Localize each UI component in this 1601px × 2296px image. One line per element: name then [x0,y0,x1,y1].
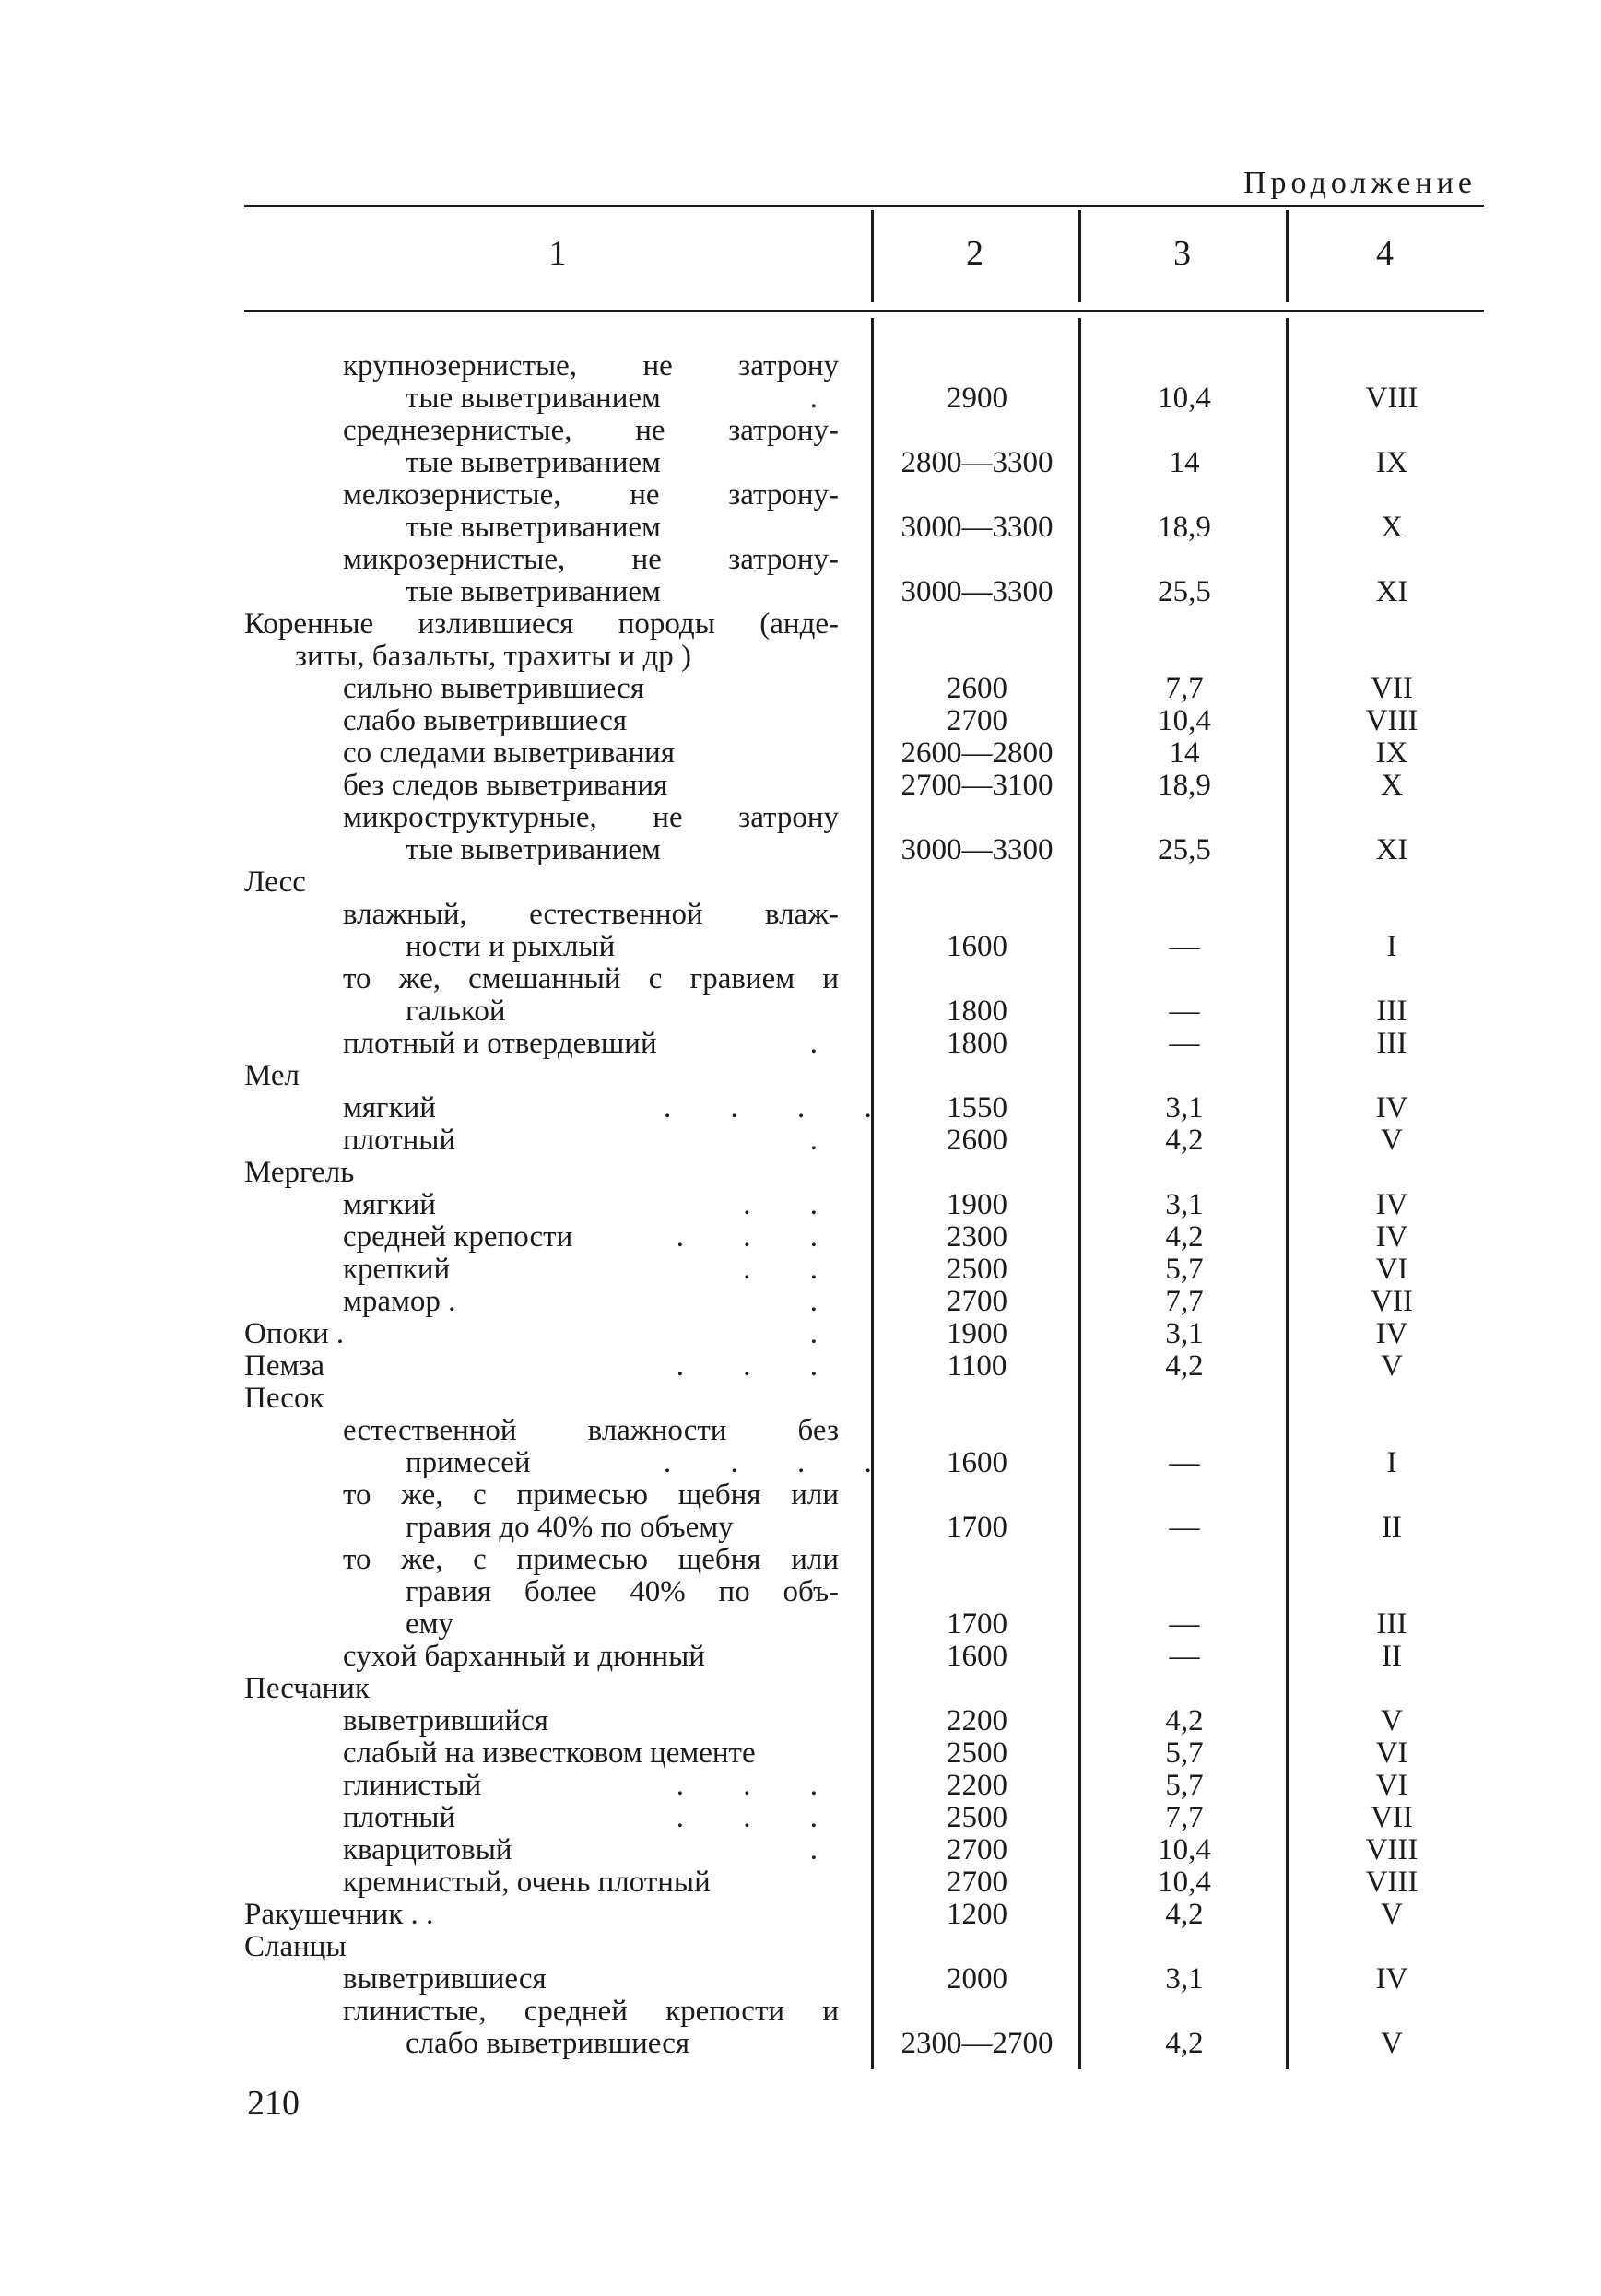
rock-name: со следами выветривания [343,736,676,770]
table-row [0,995,1601,1028]
rock-name: тые выветриванием [406,446,661,479]
table-row [0,1576,1601,1608]
category-cell: VIII [1365,1866,1419,1899]
category-cell: VII [1371,672,1413,705]
density-cell: 1900 [947,1317,1007,1350]
coefficient-cell: 4,2 [1165,2027,1204,2060]
leader-dots: . . [743,1253,843,1286]
category-cell: IX [1375,736,1408,770]
rock-name: слабо выветрившиеся [406,2027,690,2060]
category-cell: IV [1375,1962,1408,1996]
coefficient-cell: 14 [1169,736,1200,770]
density-cell: 1600 [947,930,1007,963]
coefficient-cell: 3,1 [1165,1091,1204,1124]
table-row [0,608,1601,641]
rock-name: мелкозернистые, не затрону- [343,478,839,512]
table-row [0,1383,1601,1415]
table-row [0,479,1601,512]
table-row [0,1479,1601,1512]
column-header: 1 [548,234,567,273]
table-row [0,1737,1601,1770]
leader-dots: . [809,1124,843,1157]
rock-name: слабо выветрившиеся [343,704,628,737]
rock-name: то же, смешанный с гравием и [343,962,839,995]
table-row [0,866,1601,899]
density-cell: 1700 [947,1607,1007,1641]
coefficient-cell: 25,5 [1158,575,1211,608]
table-row [0,1899,1601,1931]
density-cell: 2700—3100 [901,769,1054,802]
category-cell: VIII [1365,1833,1419,1866]
category-cell: X [1381,769,1403,802]
leader-dots: . [809,1317,843,1350]
table-row [0,1254,1601,1286]
rock-name: плотный [343,1124,456,1157]
density-cell: 3000—3300 [901,511,1054,544]
category-cell: IV [1375,1091,1408,1124]
leader-dots: . [809,1027,843,1060]
table-row [0,350,1601,383]
rock-name: Ракушечник . . [244,1898,434,1931]
table-row [0,834,1601,866]
rock-name: крепкий [343,1253,451,1286]
density-cell: 1550 [947,1091,1007,1124]
table-row [0,1318,1601,1350]
category-cell: IV [1375,1317,1408,1350]
table-row [0,1092,1601,1124]
rock-name: мрамор . [343,1285,456,1318]
table-row [0,737,1601,770]
density-cell: 2500 [947,1253,1007,1286]
category-cell: III [1376,1027,1407,1060]
coefficient-cell: 10,4 [1158,1833,1211,1866]
table-row [0,2028,1601,2060]
table-row [0,931,1601,963]
leader-dots: . . . . [664,1091,898,1124]
rock-name: зиты, базальты, трахиты и др ) [295,640,691,673]
rock-name: то же, с примесью щебня или [343,1543,839,1576]
density-cell: 1200 [947,1898,1007,1931]
category-cell: V [1381,1124,1403,1157]
density-cell: 2700 [947,1285,1007,1318]
density-cell: 1600 [947,1640,1007,1673]
leader-dots: . . . [676,1349,843,1383]
table-row [0,576,1601,608]
rock-name: мягкий [343,1091,436,1124]
coefficient-cell: 18,9 [1158,769,1211,802]
category-cell: V [1381,1349,1403,1383]
category-cell: VII [1371,1801,1413,1834]
coefficient-cell: 10,4 [1158,1866,1211,1899]
rock-name: кремнистый, очень плотный [343,1866,711,1899]
category-cell: I [1386,1446,1397,1479]
rock-name: Коренные излившиеся породы (анде- [244,607,839,641]
leader-dots: . . . [676,1769,843,1802]
coefficient-cell: 5,7 [1165,1253,1204,1286]
rock-name: Опоки . [244,1317,345,1350]
column-header: 4 [1376,234,1394,273]
rock-name: тые выветриванием [406,575,661,608]
coefficient-cell: 5,7 [1165,1769,1204,1802]
rock-name: сильно выветрившиеся [343,672,644,705]
density-cell: 2700 [947,1866,1007,1899]
table-row [0,1028,1601,1060]
category-cell: VIII [1365,704,1419,737]
table-row [0,415,1601,447]
density-cell: 2800—3300 [901,446,1054,479]
page-number: 210 [247,2084,300,2123]
category-cell: VI [1375,1769,1408,1802]
table-row [0,544,1601,576]
header-bottom-rule [244,310,1484,312]
coefficient-cell: 7,7 [1165,672,1204,705]
rock-name: глинистые, средней крепости и [343,1995,839,2028]
category-cell: VI [1375,1253,1408,1286]
category-cell: VIII [1365,382,1419,415]
density-cell: 1900 [947,1188,1007,1221]
table-row [0,673,1601,705]
density-cell: 2200 [947,1704,1007,1737]
density-cell: 2000 [947,1962,1007,1996]
category-cell: IX [1375,446,1408,479]
rock-name: кварцитовый [343,1833,512,1866]
rock-name: плотный и отвердевший [343,1027,657,1060]
category-cell: II [1382,1640,1402,1673]
category-cell: V [1381,2027,1403,2060]
leader-dots: . . . [676,1220,843,1254]
table-row [0,1157,1601,1189]
table-row [0,447,1601,479]
coefficient-cell: 14 [1169,446,1200,479]
density-cell: 3000—3300 [901,575,1054,608]
coefficient-cell: 3,1 [1165,1962,1204,1996]
coefficient-cell: 7,7 [1165,1285,1204,1318]
table-row [0,1124,1601,1157]
rock-name: гравия до 40% по объему [406,1511,734,1544]
rock-name: ему [406,1607,454,1641]
coefficient-cell: — [1169,930,1200,963]
rock-name: естественной влажности без [343,1414,839,1447]
rock-name: Мергель [244,1156,355,1189]
rock-name: среднезернистые, не затрону- [343,414,839,447]
category-cell: III [1376,1607,1407,1641]
coefficient-cell: — [1169,1446,1200,1479]
table-row [0,1447,1601,1479]
table-row [0,1286,1601,1318]
category-cell: V [1381,1704,1403,1737]
category-cell: III [1376,995,1407,1028]
coefficient-cell: — [1169,995,1200,1028]
coefficient-cell: — [1169,1511,1200,1544]
density-cell: 2600—2800 [901,736,1054,770]
rock-name: крупнозернистые, не затрону [343,349,839,383]
category-cell: IV [1375,1188,1408,1221]
density-cell: 1100 [947,1349,1007,1383]
table-row [0,1544,1601,1576]
table-row [0,1350,1601,1383]
density-cell: 2900 [947,382,1007,415]
rock-name: средней крепости [343,1220,573,1254]
table-row [0,1770,1601,1802]
leader-dots: . [809,1285,843,1318]
rock-name: то же, с примесью щебня или [343,1478,839,1512]
rock-name: галькой [406,995,506,1028]
rock-name: выветрившиеся [343,1962,547,1996]
leader-dots: . [809,1833,843,1866]
rock-name: выветрившийся [343,1704,548,1737]
table-row [0,383,1601,415]
rock-name: Лесс [244,865,306,899]
coefficient-cell: 25,5 [1158,833,1211,866]
category-cell: X [1381,511,1403,544]
leader-dots: . . . . [664,1446,898,1479]
table-top-rule [244,205,1484,207]
table-row [0,1415,1601,1447]
density-cell: 2700 [947,704,1007,737]
coefficient-cell: 4,2 [1165,1349,1204,1383]
density-cell: 2200 [947,1769,1007,1802]
table-row [0,1802,1601,1834]
coefficient-cell: 3,1 [1165,1317,1204,1350]
table-body [0,350,1601,2060]
table-row [0,1060,1601,1092]
density-cell: 1700 [947,1511,1007,1544]
rock-name: слабый на известковом цементе [343,1737,756,1770]
table-row [0,641,1601,673]
category-cell: I [1386,930,1397,963]
coefficient-cell: 7,7 [1165,1801,1204,1834]
rock-name: примесей [406,1446,531,1479]
rock-name: Песок [244,1382,324,1415]
coefficient-cell: 3,1 [1165,1188,1204,1221]
rock-name: плотный [343,1801,456,1834]
rock-name: Песчаник [244,1672,370,1705]
coefficient-cell: 18,9 [1158,511,1211,544]
density-cell: 1800 [947,995,1007,1028]
coefficient-cell: — [1169,1640,1200,1673]
table-row [0,1996,1601,2028]
category-cell: II [1382,1511,1402,1544]
density-cell: 1800 [947,1027,1007,1060]
table-row [0,770,1601,802]
column-header: 2 [966,234,983,273]
density-cell: 2700 [947,1833,1007,1866]
table-row [0,1834,1601,1866]
table-row [0,963,1601,995]
density-cell: 2600 [947,1124,1007,1157]
coefficient-cell: 4,2 [1165,1898,1204,1931]
category-cell: VII [1371,1285,1413,1318]
coefficient-cell: 5,7 [1165,1737,1204,1770]
coefficient-cell: 4,2 [1165,1220,1204,1254]
coefficient-cell: 4,2 [1165,1704,1204,1737]
coefficient-cell: — [1169,1607,1200,1641]
continuation-label: Продолжение [1242,166,1477,200]
table-row [0,1963,1601,1996]
density-cell: 2500 [947,1801,1007,1834]
rock-name: Сланцы [244,1930,347,1963]
column-header: 3 [1173,234,1191,273]
category-cell: XI [1375,575,1408,608]
rock-name: глинистый [343,1769,482,1802]
density-cell: 2500 [947,1737,1007,1770]
table-row [0,802,1601,834]
coefficient-cell: 10,4 [1158,704,1211,737]
rock-name: тые выветриванием [406,511,661,544]
rock-name: сухой барханный и дюнный [343,1640,705,1673]
coefficient-cell: — [1169,1027,1200,1060]
coefficient-cell: 10,4 [1158,382,1211,415]
rock-name: влажный, естественной влаж- [343,898,839,931]
table-row [0,1221,1601,1254]
category-cell: VI [1375,1737,1408,1770]
density-cell: 2300—2700 [901,2027,1054,2060]
table-row [0,899,1601,931]
rock-name: микроструктурные, не затрону [343,801,839,834]
table-row [0,1931,1601,1963]
rock-name: без следов выветривания [343,769,668,802]
density-cell: 1600 [947,1446,1007,1479]
table-row [0,1673,1601,1705]
category-cell: V [1381,1898,1403,1931]
leader-dots: . [809,382,843,415]
leader-dots: . . . [676,1801,843,1834]
table-row [0,512,1601,544]
rock-name: мягкий [343,1188,436,1221]
table-row [0,1705,1601,1737]
table-row [0,1512,1601,1544]
table-row [0,705,1601,737]
density-cell: 2300 [947,1220,1007,1254]
category-cell: IV [1375,1220,1408,1254]
density-cell: 2600 [947,672,1007,705]
rock-name: тые выветриванием [406,382,661,415]
table-row [0,1866,1601,1899]
rock-name: Пемза [244,1349,325,1383]
density-cell: 3000—3300 [901,833,1054,866]
table-row [0,1608,1601,1641]
rock-name: гравия более 40% по объ- [406,1575,839,1608]
category-cell: XI [1375,833,1408,866]
rock-name: Мел [244,1059,300,1092]
coefficient-cell: 4,2 [1165,1124,1204,1157]
rock-name: микрозернистые, не затрону- [343,543,839,576]
leader-dots: . . [743,1188,843,1221]
rock-name: ности и рыхлый [406,930,616,963]
table-row [0,1189,1601,1221]
rock-name: тые выветриванием [406,833,661,866]
table-row [0,1641,1601,1673]
